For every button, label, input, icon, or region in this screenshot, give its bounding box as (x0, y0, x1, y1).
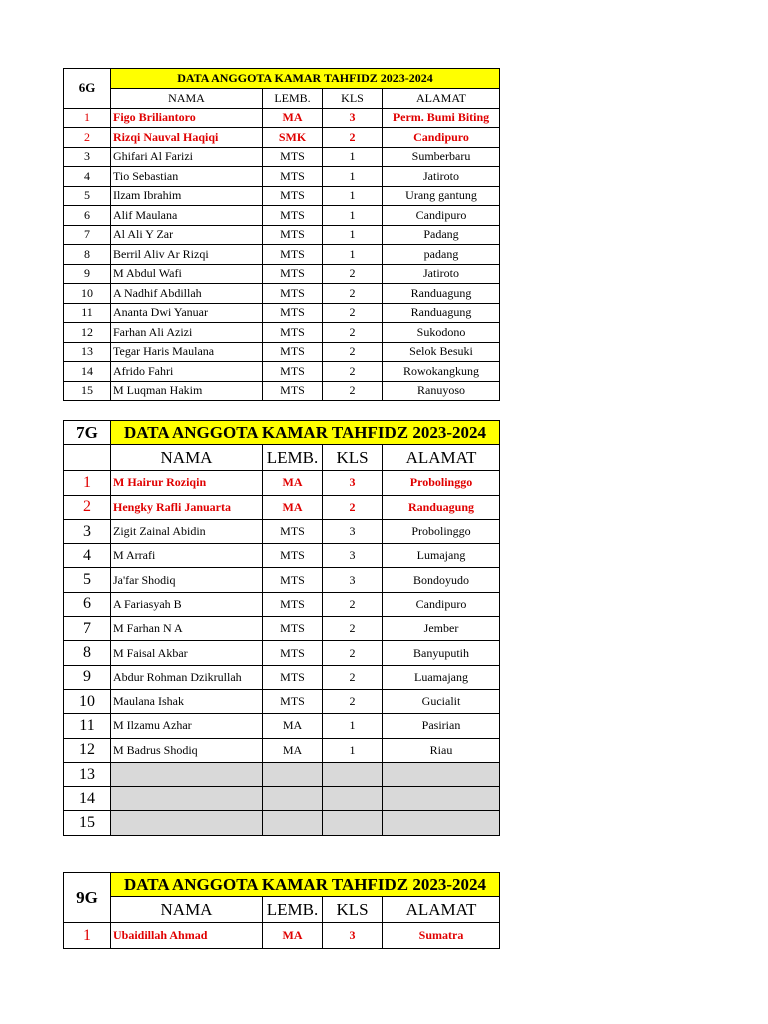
table-row (64, 342, 500, 362)
cell-kls (323, 811, 383, 835)
cell-lemb: MA (263, 471, 323, 495)
col-header-kls: KLS (323, 89, 383, 109)
cell-nama: M Farhan N A (111, 617, 263, 641)
cell-nama: Ubaidillah Ahmad (111, 923, 263, 949)
cell-nama: M Luqman Hakim (111, 381, 263, 401)
cell-kls: 3 (323, 108, 383, 128)
cell-nama: Zigit Zainal Abidin (111, 519, 263, 543)
table-row (64, 714, 500, 738)
row-number: 13 (64, 762, 111, 786)
cell-kls: 2 (323, 362, 383, 382)
table-row (64, 225, 500, 245)
cell-kls: 3 (323, 568, 383, 592)
table-row (64, 738, 500, 762)
row-number: 2 (64, 128, 111, 148)
cell-lemb (263, 787, 323, 811)
row-number: 9 (64, 264, 111, 284)
cell-alamat: Candipuro (383, 128, 500, 148)
cell-lemb: MTS (263, 592, 323, 616)
table-row (64, 186, 500, 206)
cell-kls: 2 (323, 381, 383, 401)
table-row (64, 495, 500, 519)
cell-nama: M Hairur Roziqin (111, 471, 263, 495)
room-6g-table (63, 68, 500, 401)
room-label: 6G (64, 69, 111, 109)
cell-lemb: MA (263, 108, 323, 128)
cell-nama: Farhan Ali Azizi (111, 323, 263, 343)
cell-kls: 1 (323, 738, 383, 762)
cell-lemb: MTS (263, 264, 323, 284)
cell-nama: Alif Maulana (111, 206, 263, 226)
cell-lemb: MA (263, 738, 323, 762)
cell-lemb: MTS (263, 362, 323, 382)
room-7g-table (63, 420, 500, 836)
cell-kls: 2 (323, 641, 383, 665)
row-number: 4 (64, 544, 111, 568)
cell-lemb: MTS (263, 284, 323, 304)
cell-kls: 2 (323, 495, 383, 519)
cell-kls: 2 (323, 323, 383, 343)
cell-lemb: SMK (263, 128, 323, 148)
cell-alamat: Perm. Bumi Biting (383, 108, 500, 128)
row-number: 12 (64, 738, 111, 762)
cell-alamat: Bondoyudo (383, 568, 500, 592)
row-number: 7 (64, 225, 111, 245)
cell-alamat: Randuagung (383, 303, 500, 323)
row-number: 10 (64, 689, 111, 713)
table-row (64, 323, 500, 343)
table-row (64, 471, 500, 495)
row-number: 7 (64, 617, 111, 641)
cell-kls: 1 (323, 147, 383, 167)
table-row (64, 362, 500, 382)
cell-alamat: Riau (383, 738, 500, 762)
cell-alamat: Candipuro (383, 592, 500, 616)
cell-lemb: MTS (263, 167, 323, 187)
row-number: 5 (64, 186, 111, 206)
row-number: 8 (64, 641, 111, 665)
cell-nama: M Faisal Akbar (111, 641, 263, 665)
cell-alamat: Banyuputih (383, 641, 500, 665)
cell-nama: Maulana Ishak (111, 689, 263, 713)
cell-alamat: Jember (383, 617, 500, 641)
table-row (64, 245, 500, 265)
cell-kls: 3 (323, 471, 383, 495)
cell-nama: Afrido Fahri (111, 362, 263, 382)
cell-alamat (383, 811, 500, 835)
header-blank-cell (64, 445, 111, 471)
header-row (64, 89, 500, 109)
cell-lemb: MTS (263, 303, 323, 323)
cell-kls: 2 (323, 342, 383, 362)
col-header-nama: NAMA (111, 897, 263, 923)
cell-lemb (263, 762, 323, 786)
cell-kls: 2 (323, 689, 383, 713)
col-header-lemb: LEMB. (263, 89, 323, 109)
cell-alamat: Randuagung (383, 495, 500, 519)
table-row (64, 167, 500, 187)
col-header-kls: KLS (323, 897, 383, 923)
cell-lemb: MTS (263, 519, 323, 543)
table-title: DATA ANGGOTA KAMAR TAHFIDZ 2023-2024 (111, 873, 500, 897)
cell-kls: 2 (323, 128, 383, 148)
row-number: 1 (64, 471, 111, 495)
cell-kls: 1 (323, 245, 383, 265)
table-row (64, 284, 500, 304)
row-number: 3 (64, 519, 111, 543)
cell-nama: Ilzam Ibrahim (111, 186, 263, 206)
cell-nama: M Badrus Shodiq (111, 738, 263, 762)
cell-lemb: MTS (263, 568, 323, 592)
cell-kls: 3 (323, 519, 383, 543)
cell-nama: M Abdul Wafi (111, 264, 263, 284)
header-row (64, 897, 500, 923)
table-row (64, 689, 500, 713)
col-header-alamat: ALAMAT (383, 89, 500, 109)
row-number: 5 (64, 568, 111, 592)
row-number: 9 (64, 665, 111, 689)
table-row (64, 206, 500, 226)
row-number: 13 (64, 342, 111, 362)
cell-nama: M Arrafi (111, 544, 263, 568)
cell-lemb: MTS (263, 689, 323, 713)
cell-alamat: Jatiroto (383, 167, 500, 187)
table-row-empty (64, 787, 500, 811)
col-header-nama: NAMA (111, 445, 263, 471)
table-row (64, 923, 500, 949)
cell-alamat: Pasirian (383, 714, 500, 738)
cell-nama: Rizqi Nauval Haqiqi (111, 128, 263, 148)
table-row (64, 147, 500, 167)
row-number: 6 (64, 592, 111, 616)
cell-alamat: Randuagung (383, 284, 500, 304)
cell-alamat: Candipuro (383, 206, 500, 226)
table-row (64, 519, 500, 543)
table-row (64, 381, 500, 401)
cell-alamat (383, 787, 500, 811)
cell-nama: M Ilzamu Azhar (111, 714, 263, 738)
row-number: 6 (64, 206, 111, 226)
cell-nama (111, 762, 263, 786)
cell-alamat: Padang (383, 225, 500, 245)
row-number: 15 (64, 811, 111, 835)
table-title: DATA ANGGOTA KAMAR TAHFIDZ 2023-2024 (111, 69, 500, 89)
cell-lemb: MA (263, 714, 323, 738)
cell-alamat: Ranuyoso (383, 381, 500, 401)
cell-kls: 2 (323, 665, 383, 689)
table-row (64, 617, 500, 641)
cell-alamat: Probolinggo (383, 519, 500, 543)
table-title: DATA ANGGOTA KAMAR TAHFIDZ 2023-2024 (111, 421, 500, 445)
cell-kls (323, 762, 383, 786)
cell-lemb: MA (263, 495, 323, 519)
cell-alamat: Sumberbaru (383, 147, 500, 167)
cell-alamat: Jatiroto (383, 264, 500, 284)
room-9g-table (63, 872, 500, 949)
header-row (64, 445, 500, 471)
cell-kls: 2 (323, 303, 383, 323)
cell-lemb: MTS (263, 206, 323, 226)
cell-alamat (383, 762, 500, 786)
table-row (64, 128, 500, 148)
table-row (64, 303, 500, 323)
cell-nama: Berril Aliv Ar Rizqi (111, 245, 263, 265)
col-header-nama: NAMA (111, 89, 263, 109)
cell-alamat: padang (383, 245, 500, 265)
row-number: 4 (64, 167, 111, 187)
cell-kls: 2 (323, 264, 383, 284)
cell-nama: Ghifari Al Farizi (111, 147, 263, 167)
cell-lemb: MTS (263, 225, 323, 245)
cell-nama: Ja'far Shodiq (111, 568, 263, 592)
cell-alamat: Sumatra (383, 923, 500, 949)
table-row (64, 108, 500, 128)
cell-nama: Abdur Rohman Dzikrullah (111, 665, 263, 689)
row-number: 15 (64, 381, 111, 401)
cell-lemb: MTS (263, 323, 323, 343)
table-row-empty (64, 811, 500, 835)
row-number: 11 (64, 714, 111, 738)
row-number: 14 (64, 787, 111, 811)
row-number: 14 (64, 362, 111, 382)
row-number: 8 (64, 245, 111, 265)
row-number: 12 (64, 323, 111, 343)
row-number: 11 (64, 303, 111, 323)
table-row (64, 264, 500, 284)
cell-nama: Hengky Rafli Januarta (111, 495, 263, 519)
cell-lemb: MTS (263, 544, 323, 568)
col-header-lemb: LEMB. (263, 445, 323, 471)
cell-lemb: MTS (263, 186, 323, 206)
room-label: 7G (64, 421, 111, 445)
cell-nama: A Nadhif Abdillah (111, 284, 263, 304)
room-label: 9G (64, 873, 111, 923)
cell-nama: Figo Briliantoro (111, 108, 263, 128)
cell-kls: 1 (323, 186, 383, 206)
cell-alamat: Probolinggo (383, 471, 500, 495)
cell-lemb: MTS (263, 342, 323, 362)
cell-kls: 3 (323, 544, 383, 568)
col-header-kls: KLS (323, 445, 383, 471)
cell-nama: Tio Sebastian (111, 167, 263, 187)
row-number: 10 (64, 284, 111, 304)
cell-alamat: Urang gantung (383, 186, 500, 206)
cell-alamat: Luamajang (383, 665, 500, 689)
cell-lemb: MTS (263, 665, 323, 689)
cell-kls: 2 (323, 592, 383, 616)
table-row (64, 641, 500, 665)
table-row-empty (64, 762, 500, 786)
cell-kls (323, 787, 383, 811)
cell-alamat: Lumajang (383, 544, 500, 568)
table-row (64, 544, 500, 568)
row-number: 2 (64, 495, 111, 519)
cell-lemb: MTS (263, 381, 323, 401)
cell-lemb: MTS (263, 617, 323, 641)
table-row (64, 568, 500, 592)
cell-lemb (263, 811, 323, 835)
row-number: 3 (64, 147, 111, 167)
cell-kls: 2 (323, 284, 383, 304)
table-row (64, 665, 500, 689)
cell-alamat: Rowokangkung (383, 362, 500, 382)
col-header-alamat: ALAMAT (383, 897, 500, 923)
cell-alamat: Gucialit (383, 689, 500, 713)
cell-nama: Tegar Haris Maulana (111, 342, 263, 362)
cell-kls: 1 (323, 714, 383, 738)
cell-lemb: MA (263, 923, 323, 949)
row-number: 1 (64, 108, 111, 128)
col-header-lemb: LEMB. (263, 897, 323, 923)
cell-nama (111, 787, 263, 811)
cell-nama: Ananta Dwi Yanuar (111, 303, 263, 323)
cell-lemb: MTS (263, 147, 323, 167)
cell-alamat: Selok Besuki (383, 342, 500, 362)
cell-nama: A Fariasyah B (111, 592, 263, 616)
cell-kls: 2 (323, 617, 383, 641)
cell-lemb: MTS (263, 245, 323, 265)
cell-kls: 1 (323, 167, 383, 187)
cell-alamat: Sukodono (383, 323, 500, 343)
row-number: 1 (64, 923, 111, 949)
cell-nama: Al Ali Y Zar (111, 225, 263, 245)
col-header-alamat: ALAMAT (383, 445, 500, 471)
cell-kls: 3 (323, 923, 383, 949)
cell-nama (111, 811, 263, 835)
table-row (64, 592, 500, 616)
cell-kls: 1 (323, 206, 383, 226)
cell-kls: 1 (323, 225, 383, 245)
cell-lemb: MTS (263, 641, 323, 665)
